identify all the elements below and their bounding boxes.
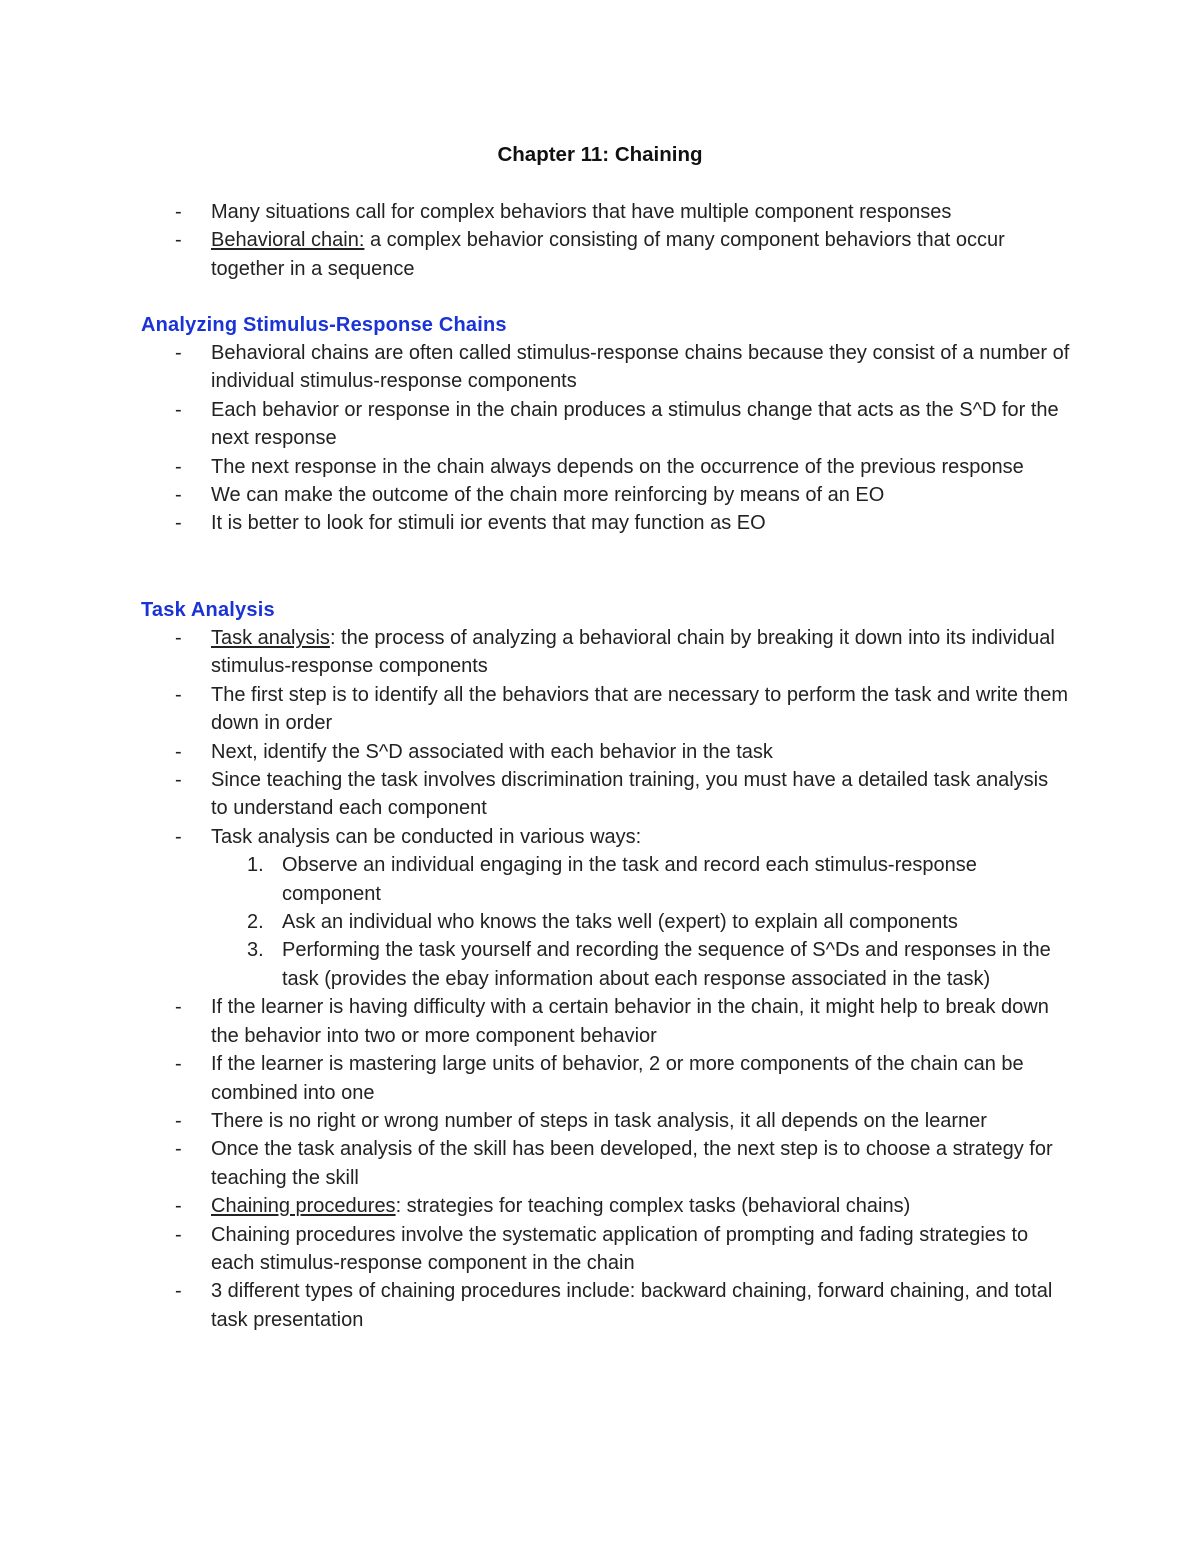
task-analysis-list — [0, 624, 1200, 1334]
list-item: - Next, identify the S^D associated with each behavior in the task — [0, 738, 1200, 766]
list-item: - Each behavior or response in the chain produces a stimulus change that acts as the S^D for the next response — [0, 396, 1200, 453]
list-item: - It is better to look for stimuli ior events that may function as EO — [0, 509, 1200, 537]
list-item: - Once the task analysis of the skill has been developed, the next step is to choose a strategy for teaching the skill — [0, 1135, 1200, 1192]
numbered-item-text: Observe an individual engaging in the task and record each stimulus-response component — [282, 854, 977, 905]
stimulus-response-section — [0, 339, 1200, 538]
list-item: - There is no right or wrong number of steps in task analysis, it all depends on the learner — [0, 1107, 1200, 1135]
list-item-text: : the process of analyzing a behavioral chain by breaking it down into its individual stimulus-response components — [211, 627, 1055, 678]
numbered-item — [211, 851, 1070, 908]
page-title: Chapter 11: Chaining — [497, 143, 703, 166]
list-item: - The first step is to identify all the behaviors that are necessary to perform the task and write them down in order — [0, 681, 1200, 738]
term-chaining-procedures: Chaining procedures — [211, 1195, 396, 1218]
numbered-item-text: Performing the task yourself and recording the sequence of S^Ds and responses in the task (provides the ebay information about each response associated in the task) — [282, 939, 1051, 990]
list-item: - Since teaching the task involves discrimination training, you must have a detailed task analysis to understand each component — [0, 766, 1200, 823]
item-number: 3. — [247, 939, 264, 962]
numbered-item — [211, 908, 1070, 936]
list-item: - 3 different types of chaining procedures include: backward chaining, forward chaining, and total task presentation — [0, 1277, 1200, 1334]
list-item-text: Task analysis can be conducted in various ways: — [211, 825, 642, 848]
list-item: - Chaining procedures involve the systematic application of prompting and fading strategies to each stimulus-response component in the chain — [0, 1221, 1200, 1278]
term-behavioral-chain: Behavioral chain: — [211, 229, 365, 252]
task-analysis-methods-list — [211, 851, 1070, 993]
item-number: 1. — [247, 854, 264, 877]
list-item — [0, 823, 1200, 993]
list-item-text: a complex behavior consisting of many component behaviors that occur together in a sequence — [211, 229, 1005, 280]
list-item — [0, 1192, 1200, 1220]
stimulus-response-list — [0, 339, 1200, 538]
task-analysis-section — [0, 624, 1200, 1334]
numbered-item-text: Ask an individual who knows the taks well (expert) to explain all components — [282, 911, 958, 934]
list-item-text: Many situations call for complex behaviors that have multiple component responses — [211, 201, 952, 223]
item-number: 2. — [247, 911, 264, 934]
numbered-item — [211, 936, 1070, 993]
list-item — [0, 624, 1200, 681]
list-item: - Behavioral chains are often called stimulus-response chains because they consist of a number of individual stimulus-response components — [0, 339, 1200, 396]
intro-section — [0, 198, 1200, 283]
list-item: - If the learner is mastering large units of behavior, 2 or more components of the chain can be combined into one — [0, 1050, 1200, 1107]
list-item: - The next response in the chain always depends on the occurrence of the previous response — [0, 453, 1200, 481]
term-task-analysis: Task analysis — [211, 627, 330, 649]
list-item — [0, 198, 1200, 226]
intro-list — [0, 198, 1200, 283]
list-item: - If the learner is having difficulty with a certain behavior in the chain, it might help to break down the behavior into two or more component behavior — [0, 993, 1200, 1050]
section-heading-stimulus-response: Analyzing Stimulus-Response Chains — [141, 314, 507, 336]
list-item — [0, 226, 1200, 283]
list-item: - We can make the outcome of the chain more reinforcing by means of an EO — [0, 481, 1200, 509]
list-item-text: : strategies for teaching complex tasks (behavioral chains) — [395, 1195, 911, 1218]
section-heading-task-analysis: Task Analysis — [141, 599, 275, 621]
